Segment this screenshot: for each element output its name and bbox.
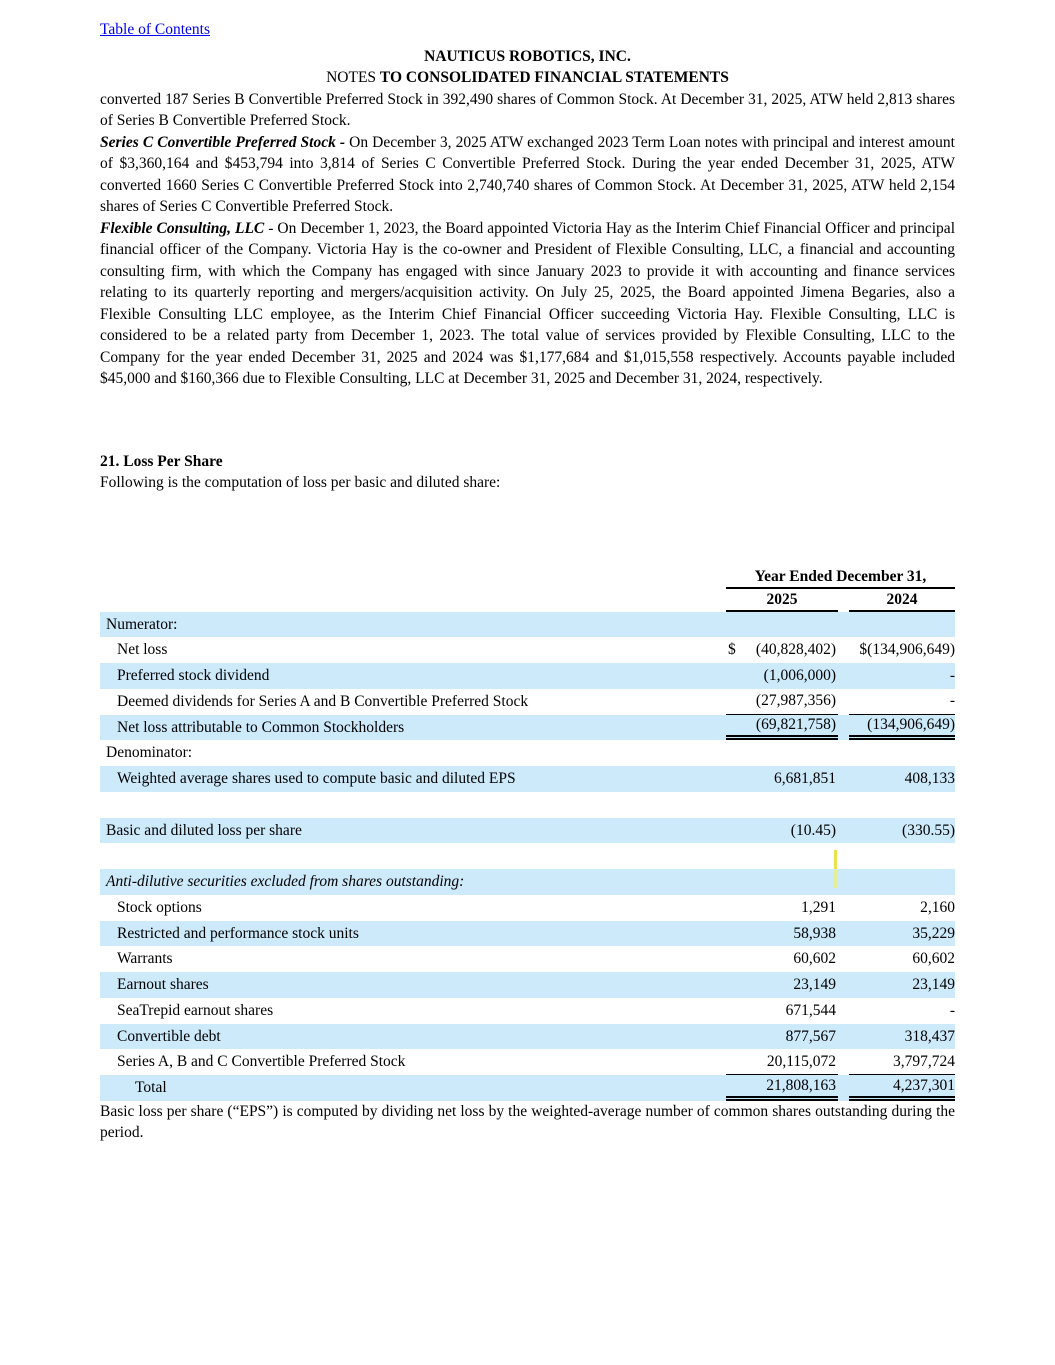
subtitle-bold: TO CONSOLIDATED FINANCIAL STATEMENTS: [379, 69, 729, 86]
table-column-headers: [726, 589, 955, 612]
value-2025: 1,291: [801, 898, 836, 916]
section-heading-loss-per-share: 21. Loss Per Share: [100, 452, 223, 470]
column-gap: [838, 663, 849, 689]
row-label: Convertible debt: [117, 1027, 221, 1045]
value-2025: [726, 869, 838, 895]
row-label: Denominator:: [106, 744, 193, 762]
value-2024: 35,229: [912, 924, 955, 942]
value-2024: -: [949, 667, 955, 685]
subtitle-regular: NOTES: [326, 69, 380, 86]
series-c-text: On December 3, 2025 ATW exchanged 2023 Term Loan notes with principal and interest amount of $3,360,164 and $453,794 into 3,814 of Series C Convertible Preferred Stock. During the year ended December 31, 2025, ATW converted 1660 Series C Convertible Preferred Stock into 2,740,740 shares of Common Stock. At December 31, 2025, ATW held 2,154 shares of Series C Convertible Preferred Stock.: [100, 133, 955, 215]
row-label: Net loss attributable to Common Stockholders: [117, 718, 405, 736]
column-gap: [838, 998, 849, 1024]
column-gap: [838, 1049, 849, 1075]
value-2024: [849, 792, 955, 818]
column-gap: [838, 589, 849, 612]
value-2025: 20,115,072: [726, 1049, 838, 1075]
column-gap: [838, 766, 849, 792]
row-label: Warrants: [117, 950, 173, 968]
column-gap: [838, 895, 849, 921]
value-2025: 671,544: [785, 1001, 836, 1019]
breadcrumb: [100, 0, 955, 41]
table-row: [100, 792, 955, 818]
flexible-consulting-text: - On December 1, 2023, the Board appointed Victoria Hay as the Interim Chief Financial Officer and principal financial officer of the Company. Victoria Hay is the co-owner and President of Flexible Consulting, LLC, a financial and accounting consulting firm, with which the Company has engaged with since January 2023 to provide it with accounting and finance services relating to its quarterly reporting and mergers/acquisition activity. On July 25, 2025, the Board appointed Jimena Begaries, also a Flexible Consulting LLC employee, as the Interim Chief Financial Officer succeeding Victoria Hay. Flexible Consulting, LLC is considered to be a related party from December 1, 2023. The total value of services provided by Flexible Consulting, LLC to the Company for the year ended December 31, 2025 and 2024 was $1,177,684 and $1,015,558 respectively. Accounts payable included $45,000 and $160,366 due to Flexible Consulting, LLC at December 31, 2025 and December 31, 2024, respectively.: [100, 219, 955, 387]
row-label: [100, 843, 726, 869]
column-gap: [838, 921, 849, 947]
footer-paragraph: Basic loss per share (“EPS”) is computed by dividing net loss by the weighted-average number of common shares outstanding during the period.: [100, 1102, 955, 1142]
value-2025: [726, 740, 838, 766]
column-gap: [838, 1024, 849, 1050]
value-2025: 6,681,851: [774, 770, 836, 788]
column-gap: [838, 818, 849, 844]
value-2025: [726, 637, 838, 663]
row-label: Numerator:: [106, 615, 178, 633]
value-2024: 60,602: [912, 950, 955, 968]
table-row: [100, 1024, 955, 1050]
column-gap: [838, 972, 849, 998]
value-2024: (134,906,649): [849, 715, 955, 741]
table-row: [100, 946, 955, 972]
table-row: [100, 1075, 955, 1101]
value-2025: [726, 612, 838, 638]
row-label: Restricted and performance stock units: [117, 924, 359, 942]
table-row: [100, 843, 955, 869]
column-gap: [838, 637, 849, 663]
column-gap: [838, 792, 849, 818]
table-row: [100, 740, 955, 766]
value-2025: 58,938: [793, 924, 836, 942]
table-row: [100, 869, 955, 895]
column-gap: [838, 946, 849, 972]
value-2024: -: [949, 1001, 955, 1019]
value-2024: 2,160: [920, 898, 955, 916]
year-ended-header: Year Ended December 31,: [726, 566, 955, 589]
table-row: [100, 972, 955, 998]
highlight-mark: [834, 850, 837, 869]
value-2024: [849, 869, 955, 895]
table-row: [100, 612, 955, 638]
value-2025: (10.45): [790, 821, 836, 839]
column-gap: [838, 689, 849, 715]
value-2024: 4,237,301: [849, 1075, 955, 1101]
row-label: [100, 792, 726, 818]
value-2024: 23,149: [912, 976, 955, 994]
value-2024: 3,797,724: [849, 1049, 955, 1075]
document-subtitle: [100, 67, 955, 89]
value-2025: (1,006,000): [763, 667, 836, 685]
column-gap: [838, 740, 849, 766]
table-row: [100, 766, 955, 792]
document-body: [100, 0, 955, 1144]
table-row: [100, 637, 955, 663]
row-label: Basic and diluted loss per share: [106, 821, 302, 839]
eps-table: [100, 566, 955, 1101]
value-2025: 21,808,163: [726, 1075, 838, 1101]
column-header-2025: 2025: [726, 589, 838, 612]
value-2025: 60,602: [793, 950, 836, 968]
table-row: [100, 1049, 955, 1075]
row-label: Earnout shares: [117, 976, 209, 994]
value-text: (40,828,402): [755, 641, 836, 659]
dollar-sign: $: [728, 641, 736, 659]
row-label: SeaTrepid earnout shares: [117, 1001, 274, 1019]
row-label: Stock options: [117, 898, 202, 916]
column-header-2024: 2024: [849, 589, 955, 612]
column-gap: [838, 869, 849, 895]
flexible-consulting-lead: Flexible Consulting, LLC: [100, 219, 265, 237]
row-label: Net loss: [117, 641, 168, 659]
value-2024: [849, 843, 955, 869]
value-2024: $(134,906,649): [859, 641, 955, 659]
table-intro-text: Following is the computation of loss per basic and diluted share:: [100, 474, 501, 491]
row-label: Preferred stock dividend: [117, 667, 270, 685]
value-2025: (27,987,356): [726, 689, 838, 715]
table-row: [100, 998, 955, 1024]
value-2024: -: [849, 689, 955, 715]
value-2024: [849, 740, 955, 766]
highlight-mark: [834, 870, 837, 888]
value-2025: 877,567: [785, 1027, 836, 1045]
column-gap: [838, 715, 849, 741]
table-row: [100, 663, 955, 689]
value-2025: [726, 792, 838, 818]
table-row: [100, 715, 955, 741]
column-gap: [838, 1075, 849, 1101]
table-row: [100, 818, 955, 844]
value-2024: (330.55): [902, 821, 955, 839]
value-2024: [849, 612, 955, 638]
row-label: Anti-dilutive securities excluded from shares outstanding:: [106, 873, 465, 891]
row-label: Weighted average shares used to compute basic and diluted EPS: [117, 770, 516, 788]
paragraph-flexible-consulting: [100, 218, 955, 390]
value-2024: 408,133: [904, 770, 955, 788]
paragraph-series-c: [100, 132, 955, 218]
table-row: [100, 689, 955, 715]
table-body: [100, 612, 955, 1101]
row-label: Series A, B and C Convertible Preferred Stock: [117, 1053, 406, 1071]
row-label: Deemed dividends for Series A and B Convertible Preferred Stock: [117, 692, 529, 710]
company-title: NAUTICUS ROBOTICS, INC.: [424, 47, 631, 65]
column-gap: [838, 843, 849, 869]
value-2024: 318,437: [904, 1027, 955, 1045]
column-gap: [838, 612, 849, 638]
value-2025: (69,821,758): [726, 715, 838, 741]
value-2025: [726, 843, 838, 869]
value-2025: 23,149: [793, 976, 836, 994]
row-label: Total: [135, 1079, 167, 1097]
table-row: [100, 895, 955, 921]
table-row: [100, 921, 955, 947]
table-of-contents-link[interactable]: Table of Contents: [100, 21, 210, 38]
paragraph-series-b: converted 187 Series B Convertible Preferred Stock in 392,490 shares of Common Stock. At December 31, 2025, ATW held 2,813 shares of Series B Convertible Preferred Stock.: [100, 90, 955, 129]
series-c-lead: Series C Convertible Preferred Stock -: [100, 133, 350, 151]
